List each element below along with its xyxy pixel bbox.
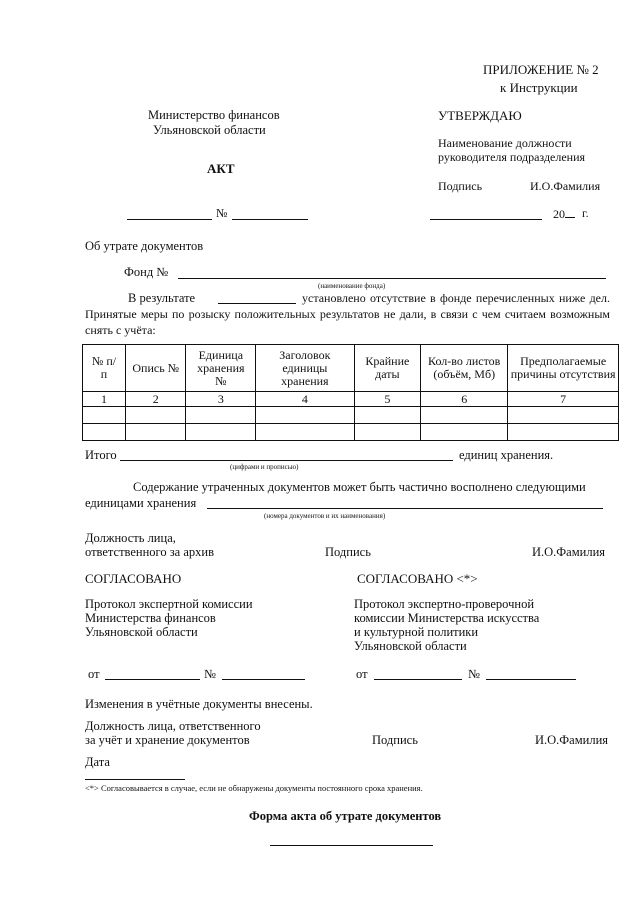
header-cell: Крайние даты — [354, 345, 421, 392]
agreed-left-number-sign: № — [204, 667, 216, 681]
footnote-text: <*> Согласовывается в случае, если не обнаружены документы постоянного срока хранения. — [85, 783, 423, 793]
archive-position-line1: Должность лица, — [85, 531, 176, 545]
agreed-right-line4: Ульяновской области — [354, 639, 467, 653]
fond-line — [178, 278, 606, 279]
changes-name: И.О.Фамилия — [535, 733, 609, 747]
appendix-instruction: к Инструкции — [500, 80, 578, 95]
restore-line — [207, 508, 603, 509]
agreed-left-line3: Ульяновской области — [85, 625, 198, 639]
approve-year-blank — [565, 206, 575, 218]
changes-position-line1: Должность лица, ответственного — [85, 719, 261, 733]
number-cell: 7 — [508, 392, 619, 407]
agreed-right-date-line — [374, 679, 462, 680]
table-cell — [508, 424, 619, 441]
approve-date-line — [430, 219, 542, 220]
total-suffix: единиц хранения. — [459, 448, 554, 462]
number-cell: 1 — [83, 392, 126, 407]
table-cell — [83, 407, 126, 424]
agreed-left-line1: Протокол экспертной комиссии — [85, 597, 253, 611]
changes-date: Дата — [85, 755, 110, 769]
agreed-right-line1: Протокол экспертно-проверочной — [354, 597, 535, 611]
table-cell — [421, 407, 508, 424]
restore-caption: (номера документов и их наименования) — [264, 512, 386, 520]
changes-position-line2: за учёт и хранение документов — [85, 733, 250, 747]
table-cell — [354, 424, 421, 441]
appendix-title: ПРИЛОЖЕНИЕ № 2 — [483, 62, 599, 77]
archive-signature: Подпись — [325, 545, 371, 559]
total-line — [120, 460, 453, 461]
act-title: АКТ — [207, 161, 235, 176]
total-label: Итого — [85, 448, 117, 462]
restore-text-line1: Содержание утраченных документов может быть частично восполнено следующими — [133, 480, 586, 494]
header-cell: Кол-во листов (объём, Мб) — [421, 345, 508, 392]
agreed-right-number-line — [486, 679, 576, 680]
agreed-right-from: от — [356, 667, 368, 681]
agreed-right-number-sign: № — [468, 667, 480, 681]
fond-label: Фонд № — [124, 265, 169, 279]
ministry-line2: Ульяновской области — [153, 123, 266, 137]
total-caption: (цифрами и прописью) — [230, 463, 299, 471]
table-row — [83, 424, 619, 441]
number-cell: 6 — [421, 392, 508, 407]
form-caption-rule — [270, 845, 433, 846]
table-cell — [354, 407, 421, 424]
archive-name: И.О.Фамилия — [532, 545, 606, 559]
table-cell — [83, 424, 126, 441]
header-cell: Предполагаемые причины отсутствия — [508, 345, 619, 392]
act-subject: Об утрате документов — [85, 239, 204, 253]
fond-caption: (наименование фонда) — [318, 282, 386, 290]
archive-position-line2: ответственного за архив — [85, 545, 214, 559]
table-cell — [421, 424, 508, 441]
para1-text: установлено отсутствие в фонде перечисленных ниже дел. Принятые меры по розыску положительных результатов не дали, в связи с чем считаем возможным снять с учёта: — [85, 291, 610, 337]
number-cell: 2 — [126, 392, 186, 407]
approve-heading: УТВЕРЖДАЮ — [438, 108, 522, 123]
approve-year-suffix: г. — [582, 206, 589, 220]
table-cell — [186, 424, 256, 441]
act-number-line — [232, 219, 308, 220]
changes-signature: Подпись — [372, 733, 418, 747]
agreed-right-line3: и культурной политики — [354, 625, 479, 639]
table-row — [83, 407, 619, 424]
restore-text-line2: единицами хранения — [85, 496, 197, 510]
approve-year — [553, 206, 575, 222]
table-cell — [508, 407, 619, 424]
table-cell — [256, 424, 354, 441]
agreed-right-line2: комиссии Министерства искусства — [354, 611, 540, 625]
footnote-separator — [85, 779, 185, 780]
number-cell: 3 — [186, 392, 256, 407]
number-cell: 5 — [354, 392, 421, 407]
changes-text: Изменения в учётные документы внесены. — [85, 697, 313, 711]
approve-year-prefix: 20 — [553, 207, 565, 221]
approver-signature: Подпись — [438, 179, 483, 193]
para1-start: В результате — [128, 291, 196, 305]
form-caption: Форма акта об утрате документов — [249, 809, 442, 823]
header-cell: № п/п — [83, 345, 126, 392]
header-cell: Заголовок единицы хранения — [256, 345, 354, 392]
agreed-left-from: от — [88, 667, 100, 681]
table-cell — [126, 407, 186, 424]
agreed-left-date-line — [105, 679, 200, 680]
agreed-right-title: СОГЛАСОВАНО <*> — [357, 571, 478, 586]
header-cell: Единица хранения № — [186, 345, 256, 392]
approver-position-line2: руководителя подразделения — [438, 150, 586, 164]
table-cell — [256, 407, 354, 424]
number-cell: 4 — [256, 392, 354, 407]
act-date-line — [127, 219, 212, 220]
ministry-line1: Министерство финансов — [148, 108, 280, 122]
approver-position-line1: Наименование должности — [438, 136, 572, 150]
agreed-left-number-line — [222, 679, 305, 680]
lost-documents-table — [82, 344, 619, 441]
table-number-row — [83, 392, 619, 407]
act-number-sign: № — [216, 206, 228, 220]
agreed-left-title: СОГЛАСОВАНО — [85, 571, 182, 586]
header-cell: Опись № — [126, 345, 186, 392]
table-cell — [126, 424, 186, 441]
approver-name: И.О.Фамилия — [530, 179, 601, 193]
table-cell — [186, 407, 256, 424]
table-header-row — [83, 345, 619, 392]
agreed-left-line2: Министерства финансов — [85, 611, 216, 625]
